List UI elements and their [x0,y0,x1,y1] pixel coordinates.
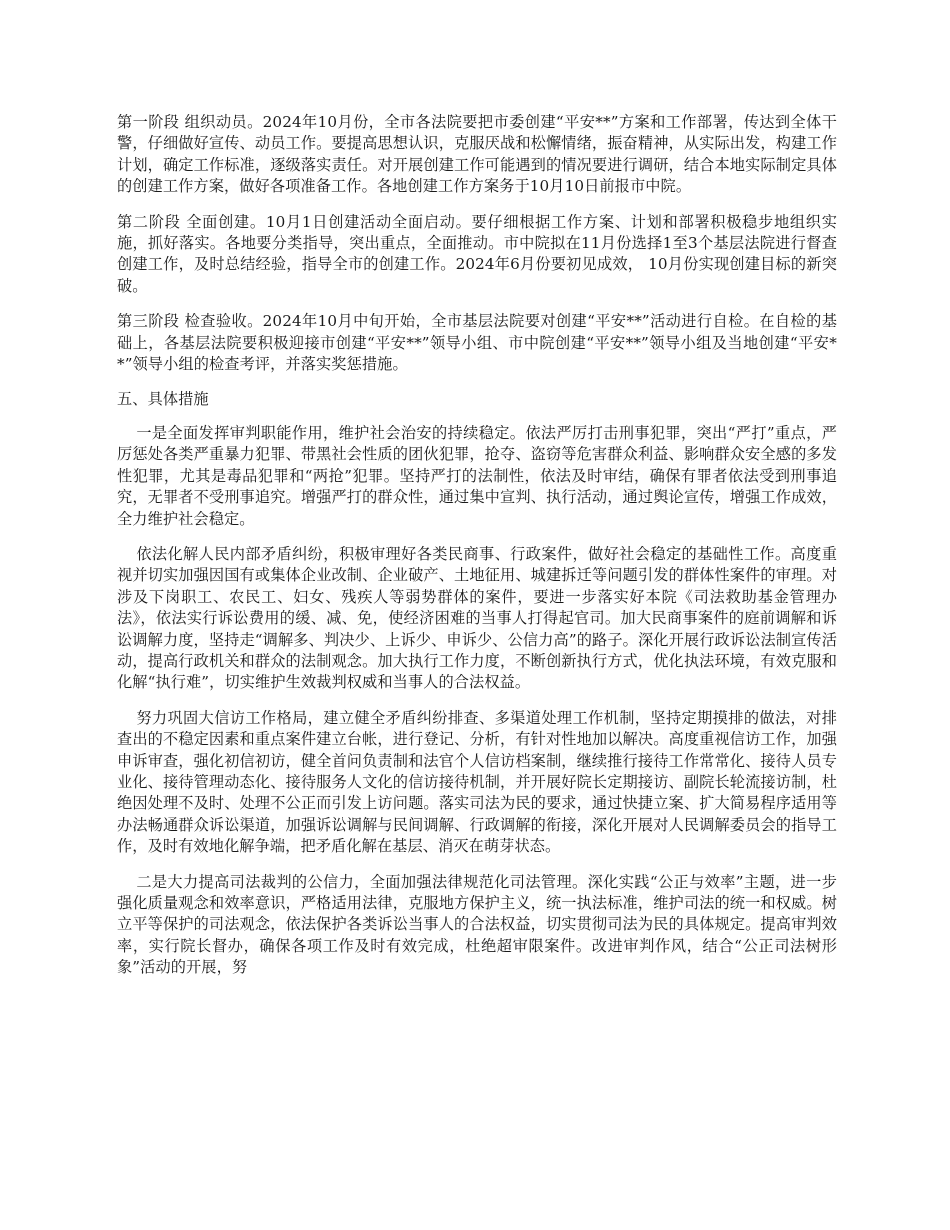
paragraph-civil-disputes: 依法化解人民内部矛盾纠纷，积极审理好各类民商事、行政案件，做好社会稳定的基础性工作。高度重视并切实加强因国有或集体企业改制、企业破产、土地征用、城建拆迁等问题引发的群体性案件的审理。对涉及下岗职工、农民工、妇女、残疾人等弱势群体的案件，要进一步落实好本院《司法救助基金管理办法》，依法实行诉讼费用的缓、减、免，使经济困难的当事人打得起官司。加大民商事案件的庭前调解和诉讼调解力度，坚持走“调解多、判决少、上诉少、申诉少、公信力高”的路子。深化开展行政诉讼法制宣传活动，提高行政机关和群众的法制观念。加大执行工作力度，不断创新执行方式，优化执法环境，有效克服和化解“执行难”，切实维护生效裁判权威和当事人的合法权益。 [117,544,837,692]
document-page [117,112,837,993]
paragraph-petition-work: 努力巩固大信访工作格局，建立健全矛盾纠纷排查、多渠道处理工作机制，坚持定期摸排的做法，对排查出的不稳定因素和重点案件建立台帐，进行登记、分析，有针对性地加以解决。高度重视信访工作，加强申诉审查，强化初信初访，健全首问负责制和法官个人信访档案制，继续推行接待工作常常化、接待人员专业化、接待管理动态化、接待服务人文化的信访接待机制，并开展好院长定期接访、副院长轮流接访制，杜绝因处理不及时、处理不公正而引发上访问题。落实司法为民的要求，通过快捷立案、扩大简易程序适用等办法畅通群众诉讼渠道，加强诉讼调解与民间调解、行政调解的衔接，深化开展对人民调解委员会的指导工作，及时有效地化解争端，把矛盾化解在基层、消灭在萌芽状态。 [117,708,837,856]
paragraph-stage-three: 第三阶段 检查验收。2024年10月中旬开始，全市基层法院要对创建“平安**”活动进行自检。在自检的基础上，各基层法院要积极迎接市创建“平安**”领导小组、市中院创建“平安**”领导小组及当地创建“平安**”领导小组的检查考评，并落实奖惩措施。 [117,312,837,374]
section-heading-measures: 五、具体措施 [117,390,209,409]
paragraph-stage-one: 第一阶段 组织动员。2024年10月份，全市各法院要把市委创建“平安**”方案和工作部署，传达到全体干警，仔细做好宣传、动员工作。要提高思想认识，克服厌战和松懈情绪，振奋精神，从实际出发，构建工作计划，确定工作标准，逐级落实责任。对开展创建工作可能遇到的情况要进行调研，结合本地实际制定具体的创建工作方案，做好各项准备工作。各地创建工作方案务于10月10日前报市中院。 [117,113,837,196]
paragraph-stage-two: 第二阶段 全面创建。10月1日创建活动全面启动。要仔细根据工作方案、计划和部署积极稳步地组织实施，抓好落实。各地要分类指导，突出重点，全面推动。市中院拟在11月份选择1至3个基层法院进行督查创建工作，及时总结经验，指导全市的创建工作。2024年6月份要初见成效， 10月份实现创建目标的新突破。 [117,212,837,295]
paragraph-measure-one: 一是全面发挥审判职能作用，维护社会治安的持续稳定。依法严厉打击刑事犯罪，突出“严打”重点，严厉惩处各类严重暴力犯罪、带黑社会性质的团伙犯罪，抢夺、盗窃等危害群众利益、影响群众安全感的多发性犯罪，尤其是毒品犯罪和“两抢”犯罪。坚持严打的法制性，依法及时审结，确保有罪者依法受到刑事追究，无罪者不受刑事追究。增强严打的群众性，通过集中宣判、执行活动，通过舆论宣传，增强工作成效，全力维护社会稳定。 [117,423,837,528]
paragraph-measure-two: 二是大力提高司法裁判的公信力，全面加强法律规范化司法管理。深化实践“公正与效率”主题，进一步强化质量观念和效率意识，严格适用法律，克服地方保护主义，统一执法标准，维护司法的统一和权威。树立平等保护的司法观念，依法保护各类诉讼当事人的合法权益，切实贯彻司法为民的具体规定。提高审判效率，实行院长督办，确保各项工作及时有效完成，杜绝超审限案件。改进审判作风，结合“公正司法树形象”活动的开展，努 [117,872,837,977]
